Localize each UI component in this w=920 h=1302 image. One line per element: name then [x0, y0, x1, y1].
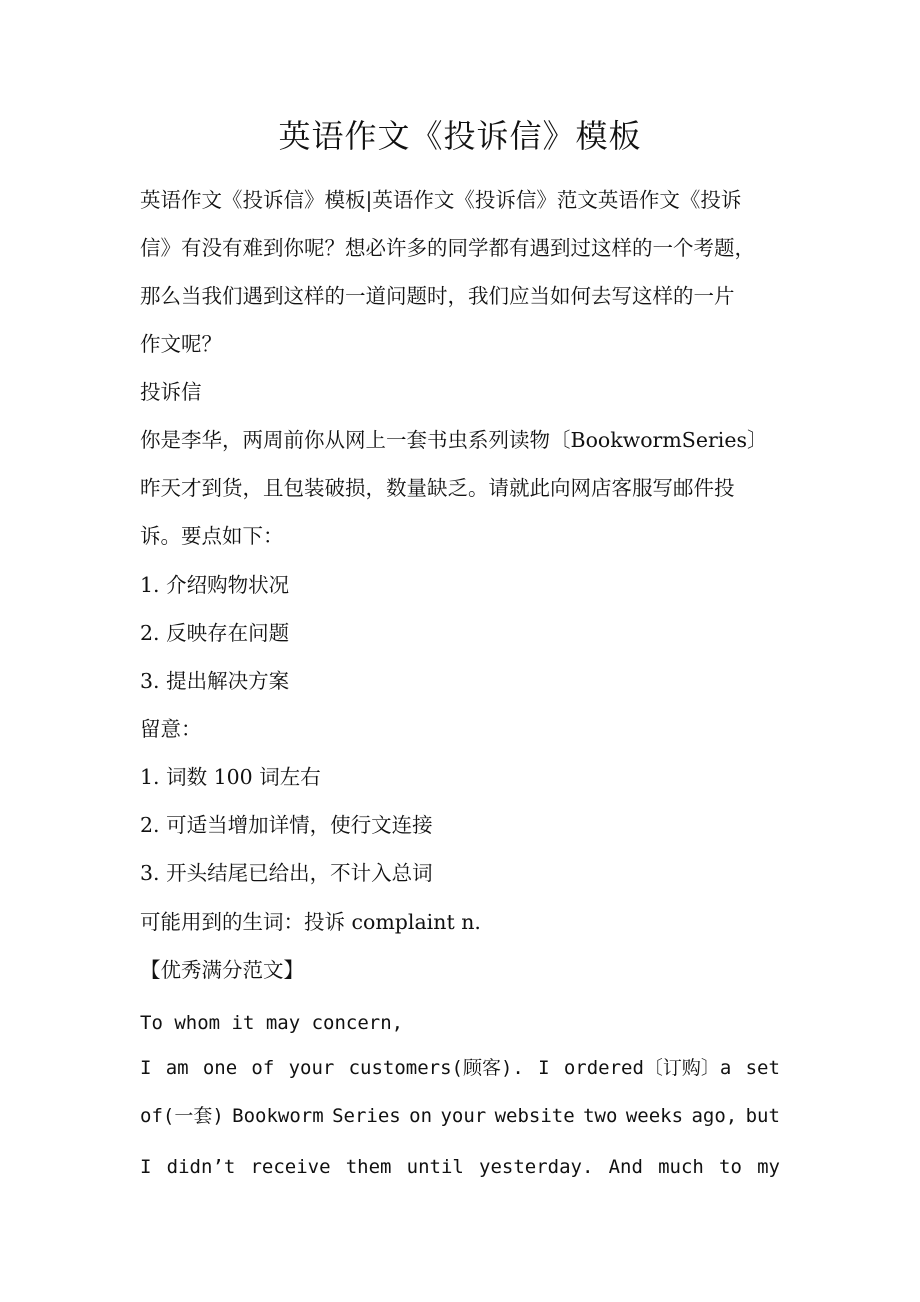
- letter-body-line: [140, 1143, 780, 1191]
- sample-heading: 【优秀满分范文】: [140, 958, 304, 982]
- intro-line: 那么当我们遇到这样的一道问题时，我们应当如何去写这样的一片: [140, 284, 735, 308]
- letter-word: customers(顾客).: [348, 1057, 524, 1079]
- task-line: 你是李华，两周前你从网上一套书虫系列读物〔BookwormSeries〕: [140, 428, 768, 452]
- notice-label: 留意：: [140, 717, 202, 741]
- task-line: 诉。要点如下：: [140, 524, 284, 548]
- letter-greeting: To whom it may concern,: [140, 1012, 404, 1034]
- letter-word: I: [538, 1057, 550, 1079]
- point-item: 3. 提出解决方案: [140, 669, 290, 693]
- letter-word: your: [440, 1105, 487, 1127]
- letter-word: them: [345, 1156, 392, 1178]
- letter-word: set: [745, 1057, 780, 1079]
- letter-word: on: [409, 1105, 433, 1127]
- document-title: 英语作文《投诉信》模板: [278, 117, 642, 155]
- letter-word: am: [165, 1057, 189, 1079]
- letter-word: of: [251, 1057, 275, 1079]
- letter-word: my: [757, 1156, 780, 1178]
- letter-word: receive: [250, 1156, 331, 1178]
- letter-word: And: [608, 1156, 643, 1178]
- letter-word: of(一套): [140, 1105, 224, 1127]
- point-item: 1. 介绍购物状况: [140, 573, 290, 597]
- intro-line: 信》有没有难到你呢？想必许多的同学都有遇到过这样的一个考题，: [140, 236, 755, 260]
- letter-word: weeks: [625, 1105, 684, 1127]
- intro-line: 作文呢？: [140, 332, 222, 356]
- letter-word: Series: [332, 1105, 401, 1127]
- note-item: 3. 开头结尾已给出，不计入总词: [140, 861, 433, 885]
- letter-word: much: [658, 1156, 704, 1178]
- point-item: 2. 反映存在问题: [140, 621, 290, 645]
- letter-word: two: [583, 1105, 618, 1127]
- intro-line: 英语作文《投诉信》模板|英语作文《投诉信》范文英语作文《投诉: [140, 188, 742, 212]
- letter-word: I: [140, 1156, 152, 1178]
- letter-body-line: [140, 1044, 780, 1092]
- task-line: 昨天才到货，且包装破损，数量缺乏。请就此向网店客服写邮件投: [140, 476, 735, 500]
- note-item: 2. 可适当增加详情，使行文连接: [140, 813, 433, 837]
- vocab-line: 可能用到的生词：投诉 complaint n.: [140, 910, 481, 934]
- letter-word: your: [288, 1057, 335, 1079]
- letter-word: yesterday.: [479, 1156, 594, 1178]
- letter-word: to: [719, 1156, 742, 1178]
- letter-word: one: [202, 1057, 238, 1079]
- letter-word: website: [494, 1105, 575, 1127]
- letter-word: but: [745, 1105, 780, 1127]
- letter-word: ago,: [691, 1105, 738, 1127]
- letter-word: I: [140, 1057, 152, 1079]
- section-heading: 投诉信: [140, 380, 202, 404]
- letter-word: didn’t: [166, 1156, 236, 1178]
- letter-word: Bookworm: [232, 1105, 324, 1127]
- letter-body-line: [140, 1092, 780, 1140]
- letter-word: until: [406, 1156, 464, 1178]
- note-item: 1. 词数 100 词左右: [140, 765, 321, 789]
- letter-word: ordered〔订购〕a: [563, 1057, 732, 1079]
